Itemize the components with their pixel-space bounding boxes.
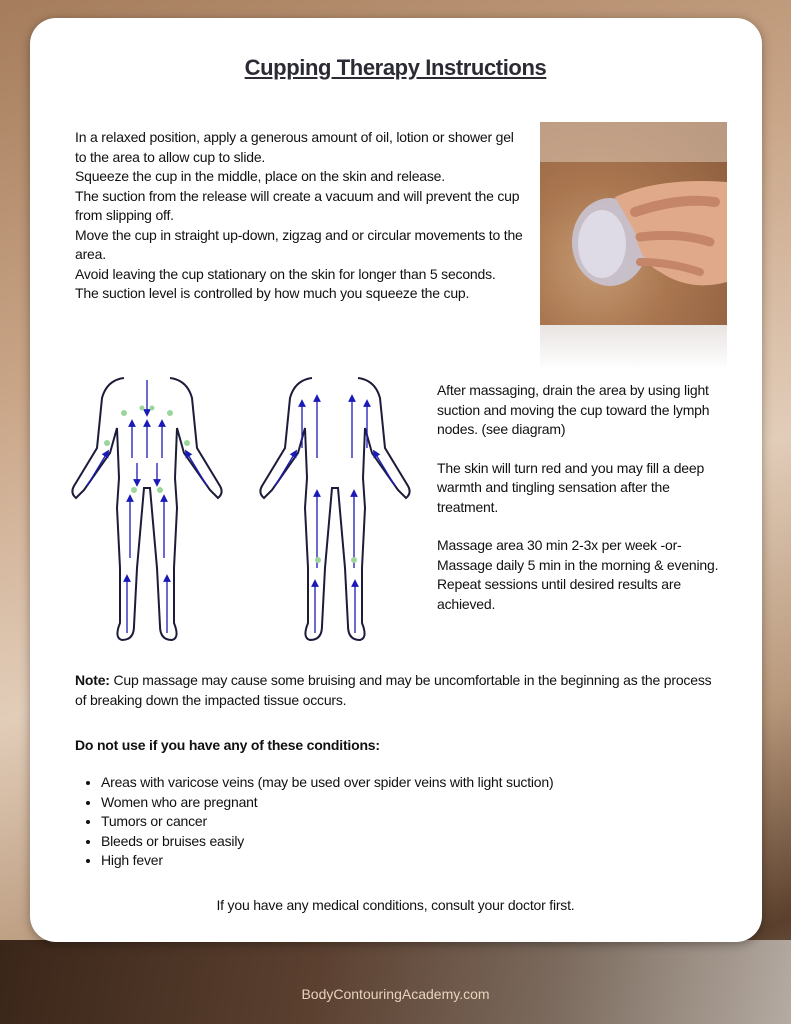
- condition-item: • Areas with varicose veins (may be used over spider veins with light suction): [101, 773, 553, 793]
- condition-item: • Women who are pregnant: [101, 793, 553, 813]
- back-body-figure: [260, 378, 409, 640]
- instruction-line: In a relaxed position, apply a generous amount of oil, lotion or shower gel to the area to allow cup to slide.: [75, 129, 514, 165]
- instruction-line: Squeeze the cup in the middle, place on the skin and release.: [75, 168, 445, 184]
- photo-reflection: [540, 325, 727, 370]
- note-text: Cup massage may cause some bruising and may be uncomfortable in the beginning as the process of breaking down the impacted tissue occurs.: [75, 672, 712, 708]
- instruction-line: The suction from the release will create a vacuum and will prevent the cup from slipping off.: [75, 187, 520, 223]
- drainage-arrows: [87, 380, 395, 633]
- condition-item: • Bleeds or bruises easily: [101, 832, 553, 852]
- aftercare-text: [437, 381, 732, 633]
- note: [75, 671, 725, 710]
- aftercare-paragraph: The skin will turn red and you may fill a deep warmth and tingling sensation after the treatment.: [437, 459, 705, 515]
- cupping-photo: [540, 122, 727, 325]
- aftercare-paragraph: After massaging, drain the area by using light suction and moving the cup toward the lymph nodes. (see diagram): [437, 382, 710, 437]
- instruction-line: Avoid leaving the cup stationary on the skin for longer than 5 seconds.: [75, 265, 496, 282]
- warning-heading: Do not use if you have any of these conditions:: [75, 737, 380, 753]
- background: [0, 940, 791, 1024]
- instruction-line: The suction level is controlled by how much you squeeze the cup.: [75, 285, 470, 301]
- condition-item: • Tumors or cancer: [101, 812, 553, 832]
- aftercare-paragraph: Massage area 30 min 2-3x per week -or- Massage daily 5 min in the morning & evening. Repeat sessions until desired results are achieved.: [437, 537, 719, 612]
- page-title: Cupping Therapy Instructions: [244, 55, 547, 80]
- conditions-list: [83, 773, 553, 871]
- condition-item: • High fever: [101, 851, 553, 871]
- lymph-drainage-diagram: [62, 368, 432, 650]
- consult-doctor-text: If you have any medical conditions, consult your doctor first.: [216, 897, 575, 913]
- footer-website: BodyContouringAcademy.com: [301, 986, 490, 1002]
- lymph-node-marks: [104, 406, 357, 564]
- intro-instructions: [75, 128, 525, 304]
- front-body-figure: [72, 378, 221, 640]
- note-label: Note:: [75, 672, 110, 688]
- instruction-line: Move the cup in straight up-down, zigzag and or circular movements to the area.: [75, 226, 523, 262]
